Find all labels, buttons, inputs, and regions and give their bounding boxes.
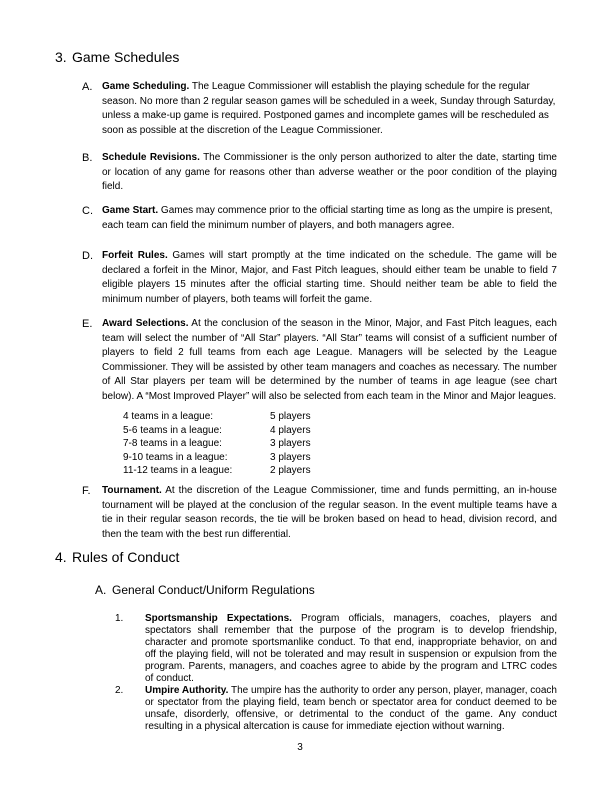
chart-row	[123, 437, 311, 451]
rule-text: Games will start promptly at the time indicated on the schedule. The game will be declared a forfeit in the Minor, Major, and Fast Pitch leagues, should either team be unable to field 7 eligible players 15 minutes after the official starting time. Should neither team be able to field the minimum number of players, both teams will forfeit the game.	[102, 250, 557, 305]
section-number: 4.	[55, 549, 67, 565]
rule-paragraph	[102, 204, 557, 233]
rule-lead: Game Scheduling.	[102, 81, 190, 92]
chart-row	[123, 464, 311, 478]
chart-teams: 11-12 teams in a league:	[123, 465, 233, 476]
chart-teams: 4 teams in a league:	[123, 411, 214, 422]
rule-paragraph	[102, 80, 557, 138]
section-number: 3.	[55, 49, 67, 65]
chart-row	[123, 451, 311, 465]
rule-paragraph	[145, 613, 557, 685]
rule-item-award-selections	[82, 317, 557, 404]
rule-text: The umpire has the authority to order any person, player, manager, coach or spectator from the playing field, team bench or spectator area for conduct deemed to be unsafe, disorderly, offensive, or detrimental to the conduct of the game. Any conduct resulting in a physical altercation is cause for immediate ejection without warning.	[145, 685, 557, 732]
rule-item-schedule-revisions	[82, 151, 557, 195]
chart-row	[123, 410, 311, 424]
rule-paragraph	[102, 249, 557, 307]
section-title: Game Schedules	[72, 49, 180, 65]
chart-teams: 5-6 teams in a league:	[123, 424, 222, 436]
rule-item-game-scheduling	[82, 80, 557, 138]
rule-letter: C.	[82, 205, 93, 217]
section-heading-rules-of-conduct	[55, 549, 179, 566]
rule-letter: D.	[82, 250, 93, 262]
rule-text: Program officials, managers, coaches, players and spectators shall remember that the purpose of the program is to develop friendship, character and promote sportsmanlike conduct. To that end, inappropriate behavior, on and off the playing field, will not be tolerated and may result in suspension or expulsion from the program. Parents, managers, and coaches agree to abide by the program and LTRC codes of conduct.	[145, 613, 558, 684]
rule-letter: E.	[82, 318, 93, 330]
rule-text: At the conclusion of the season in the Minor, Major, and Fast Pitch leagues, each team will select the number of “All Star” players. “All Star” teams will consist of a sufficient number of players to field 2 full teams from each age League. Managers will be selected by the League Commissioner. They will be assisted by other team managers and coaches as necessary. The number of All Star players per team will be determined by the number of teams in age league (see chart below). A “Most Improved Player” will also be selected from each team in the Minor and Major leagues.	[102, 318, 557, 402]
chart-teams: 7-8 teams in a league:	[123, 438, 222, 449]
rule-paragraph	[145, 685, 557, 733]
rule-letter: F.	[82, 485, 91, 497]
chart-teams: 9-10 teams in a league:	[123, 451, 228, 463]
rule-text: At the discretion of the League Commissioner, time and funds permitting, an in-house tournament will be played at the conclusion of the regular season. In the event multiple teams have a tie in their regular season records, the tie will be broken based on head to head, division record, and then the team with the best run differential.	[102, 485, 557, 540]
chart-players: 2 players	[270, 465, 311, 476]
section-heading-game-schedules	[55, 49, 179, 66]
chart-players: 5 players	[270, 411, 311, 422]
rule-lead: Forfeit Rules.	[102, 250, 168, 261]
rule-lead: Tournament.	[102, 485, 162, 496]
rule-text: The League Commissioner will establish the playing schedule for the regular season. No more than 2 regular season games will be scheduled in a week, Sunday through Saturday, unless a make-up game is required. Postponed games and incomplete games will be rescheduled as soon as possible at the discretion of the League Commissioner.	[102, 81, 556, 136]
rule-item-game-start	[82, 204, 557, 233]
rule-paragraph	[102, 484, 557, 542]
rule-item-tournament	[82, 484, 557, 542]
allstar-players-chart	[123, 410, 311, 478]
rule-item-forfeit-rules	[82, 249, 557, 307]
section-title: Rules of Conduct	[72, 549, 180, 565]
subsection-title: General Conduct/Uniform Regulations	[112, 583, 315, 597]
chart-row	[123, 424, 311, 438]
page-number: 3	[297, 742, 303, 753]
chart-players: 4 players	[270, 424, 311, 436]
rule-lead: Sportsmanship Expectations.	[145, 613, 292, 624]
chart-players: 3 players	[270, 451, 311, 463]
rule-text: The Commissioner is the only person authorized to alter the date, starting time or location of any game for reasons other than adverse weather or the poor condition of the playing field.	[102, 152, 557, 192]
numbered-item-umpire-authority	[115, 685, 557, 733]
rule-lead: Award Selections.	[102, 318, 189, 329]
rule-letter: B.	[82, 152, 93, 164]
subsection-heading-general-conduct	[95, 583, 315, 598]
rule-lead: Schedule Revisions.	[102, 152, 200, 163]
subsection-letter: A.	[95, 583, 107, 597]
chart-players: 3 players	[270, 438, 311, 449]
rule-lead: Game Start.	[102, 205, 159, 216]
rule-letter: A.	[82, 81, 93, 93]
rule-lead: Umpire Authority.	[145, 685, 229, 696]
rule-paragraph	[102, 317, 557, 404]
rule-paragraph	[102, 151, 557, 195]
item-number: 2.	[115, 685, 124, 696]
rule-text: Games may commence prior to the official starting time as long as the umpire is present, each team can field the minimum number of players, and both managers agree.	[102, 205, 553, 231]
item-number: 1.	[115, 613, 124, 624]
numbered-item-sportsmanship	[115, 613, 557, 685]
